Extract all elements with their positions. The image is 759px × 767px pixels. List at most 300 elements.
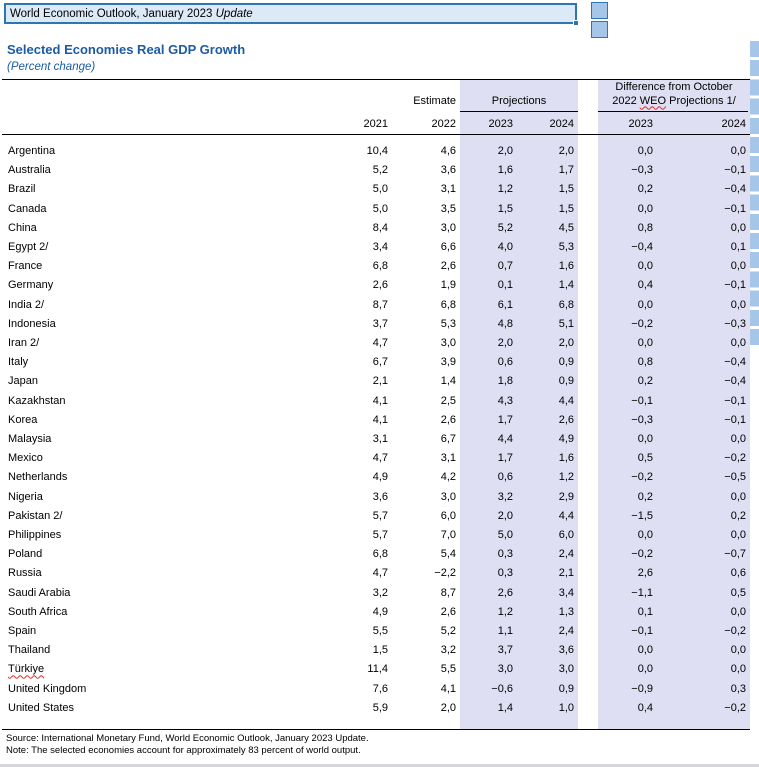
value-cell: 3,6 [372, 490, 388, 503]
value-cell: 0,0 [637, 529, 653, 542]
value-cell: 4,9 [372, 605, 388, 618]
country-cell: Brazil [8, 183, 36, 196]
year-header: 2024 [549, 118, 574, 130]
value-cell: 0,9 [558, 375, 574, 388]
difference-group-header [596, 81, 752, 108]
table-row [5, 257, 750, 276]
value-cell: 0,3 [497, 567, 513, 580]
spacer-row [5, 134, 750, 142]
gap-cell [578, 372, 598, 391]
value-cell: 0,9 [558, 682, 574, 695]
value-cell: 5,2 [372, 164, 388, 177]
value-cell: 3,1 [372, 433, 388, 446]
value-cell: 3,2 [497, 490, 513, 503]
table-row [5, 142, 750, 161]
value-cell: 0,0 [637, 663, 653, 676]
value-cell: 2,0 [497, 509, 513, 522]
value-cell: 2,6 [440, 413, 456, 426]
value-cell: 1,6 [497, 164, 513, 177]
value-cell: 6,7 [372, 356, 388, 369]
value-cell: 0,0 [730, 605, 746, 618]
value-cell: 0,6 [497, 356, 513, 369]
table-row [5, 180, 750, 199]
value-cell: 4,7 [372, 567, 388, 580]
value-cell: −0,1 [631, 394, 653, 407]
gap-cell [578, 641, 598, 660]
year-header: 2021 [363, 118, 388, 130]
value-cell: 0,5 [637, 452, 653, 465]
gap-cell [578, 411, 598, 430]
value-cell: 0,0 [730, 260, 746, 273]
value-cell: 1,7 [497, 452, 513, 465]
value-cell: −0,7 [724, 548, 746, 561]
country-cell: Mexico [8, 452, 43, 465]
table-bottom-border [2, 729, 750, 730]
value-cell: 0,0 [637, 337, 653, 350]
value-cell: −0,3 [631, 413, 653, 426]
value-cell: 1,4 [440, 375, 456, 388]
value-cell: 8,4 [372, 221, 388, 234]
projections-group-header: Projections [491, 95, 547, 107]
table-row [5, 296, 750, 315]
country-cell: China [8, 221, 37, 234]
value-cell: 6,8 [372, 260, 388, 273]
value-cell: −0,1 [631, 625, 653, 638]
value-cell: 1,6 [558, 452, 574, 465]
value-cell: 6,8 [440, 298, 456, 311]
value-cell: −0,4 [724, 375, 746, 388]
country-cell: Canada [8, 202, 47, 215]
gap-cell [578, 584, 598, 603]
value-cell: 0,0 [730, 529, 746, 542]
difference-header-line2 [596, 95, 752, 109]
value-cell: 3,4 [558, 586, 574, 599]
value-cell: 5,0 [372, 202, 388, 215]
value-cell: 1,4 [497, 701, 513, 714]
value-cell: 2,6 [440, 260, 456, 273]
value-cell: 4,6 [440, 145, 456, 157]
value-cell: 0,8 [637, 356, 653, 369]
gap-cell [578, 276, 598, 295]
value-cell: −0,2 [724, 701, 746, 714]
header-bottom-border [2, 134, 750, 135]
value-cell: 0,0 [730, 337, 746, 350]
note-line: Note: The selected economies account for approximately 83 percent of world output. [6, 745, 361, 756]
table-row [5, 526, 750, 545]
table-title: Selected Economies Real GDP Growth [7, 42, 246, 57]
value-cell: −0,1 [724, 164, 746, 177]
table-row [5, 161, 750, 180]
value-cell: 6,8 [558, 298, 574, 311]
value-cell: 5,9 [372, 701, 388, 714]
country-cell: Nigeria [8, 490, 43, 503]
country-cell: South Africa [8, 605, 68, 618]
value-cell: 5,3 [558, 241, 574, 254]
value-cell: 2,6 [372, 279, 388, 292]
difference-header-line1: Difference from October [615, 81, 733, 93]
table-subtitle: (Percent change) [7, 61, 96, 73]
gap-cell [578, 564, 598, 583]
table-row [5, 545, 750, 564]
value-cell: 2,9 [558, 490, 574, 503]
value-cell: 5,5 [440, 663, 456, 676]
value-cell: 0,4 [637, 701, 653, 714]
gap-cell [578, 315, 598, 334]
value-cell: 0,0 [730, 221, 746, 234]
table-top-border [2, 79, 750, 80]
country-cell [5, 660, 305, 679]
value-cell: 0,1 [730, 241, 746, 254]
value-cell: −0,1 [724, 202, 746, 215]
value-cell: 0,0 [637, 260, 653, 273]
value-cell: 1,3 [558, 605, 574, 618]
value-cell: 4,5 [558, 221, 574, 234]
value-cell: 4,3 [497, 394, 513, 407]
value-cell: 0,1 [497, 279, 513, 292]
value-cell: 3,1 [440, 183, 456, 196]
value-cell: 6,8 [372, 548, 388, 561]
gap-cell [578, 526, 598, 545]
value-cell: 5,0 [372, 183, 388, 196]
value-cell: 0,4 [637, 279, 653, 292]
value-cell: −0,2 [631, 317, 653, 330]
value-cell: 0,9 [558, 356, 574, 369]
country-cell: Saudi Arabia [8, 586, 71, 599]
value-cell: 5,2 [440, 625, 456, 638]
gap-cell [578, 200, 598, 219]
value-cell: 0,0 [637, 202, 653, 215]
country-cell: Italy [8, 356, 29, 369]
value-cell: −2,2 [434, 567, 456, 580]
value-cell: 1,7 [558, 164, 574, 177]
country-cell: Poland [8, 548, 43, 561]
country-cell: Korea [8, 413, 38, 426]
value-cell: 4,8 [497, 317, 513, 330]
year-header-row [5, 114, 750, 134]
value-cell: 5,7 [372, 529, 388, 542]
table-row [5, 315, 750, 334]
value-cell: 1,8 [497, 375, 513, 388]
value-cell: 11,4 [367, 663, 388, 676]
value-cell: −0,9 [631, 682, 653, 695]
gap-cell [578, 238, 598, 257]
value-cell: 4,1 [372, 394, 388, 407]
country-label: Türkiye [8, 663, 45, 676]
value-cell: 0,0 [637, 145, 653, 157]
value-cell: 7,0 [440, 529, 456, 542]
value-cell: −0,4 [724, 356, 746, 369]
value-cell: 4,4 [558, 394, 574, 407]
value-cell: 0,8 [637, 221, 653, 234]
value-cell: 6,0 [558, 529, 574, 542]
value-cell: 3,6 [440, 164, 456, 177]
country-cell: India 2/ [8, 298, 45, 311]
gap-cell [578, 507, 598, 526]
cell-highlight-artifact-2 [591, 21, 608, 38]
value-cell: 4,9 [372, 471, 388, 484]
value-cell: 2,4 [558, 625, 574, 638]
gap-cell [578, 545, 598, 564]
value-cell: −0,2 [724, 452, 746, 465]
value-cell: −0,2 [724, 625, 746, 638]
value-cell: 1,5 [372, 644, 388, 657]
value-cell: 0,2 [637, 375, 653, 388]
value-cell: 2,6 [558, 413, 574, 426]
gap-cell [578, 622, 598, 641]
value-cell: 10,4 [366, 145, 388, 157]
fill-handle[interactable] [573, 20, 579, 26]
country-cell: Kazakhstan [8, 394, 66, 407]
table-row [5, 603, 750, 622]
value-cell: 6,0 [440, 509, 456, 522]
value-cell: 2,1 [372, 375, 388, 388]
year-header: 2022 [431, 118, 456, 130]
value-cell: 5,4 [440, 548, 456, 561]
value-cell: 4,4 [497, 433, 513, 446]
value-cell: 1,9 [440, 279, 456, 292]
value-cell: 3,5 [440, 202, 456, 215]
value-cell: 5,3 [440, 317, 456, 330]
table-row [5, 680, 750, 699]
country-cell: Egypt 2/ [8, 241, 49, 254]
value-cell: 4,4 [558, 509, 574, 522]
value-cell: −0,1 [724, 279, 746, 292]
value-cell: −0,2 [631, 471, 653, 484]
country-cell: United States [8, 701, 75, 714]
table-row [5, 411, 750, 430]
value-cell: 4,7 [372, 452, 388, 465]
title-text: World Economic Outlook, January 2023 [10, 8, 216, 20]
country-cell: United Kingdom [8, 682, 87, 695]
value-cell: −0,3 [724, 317, 746, 330]
weo-abbreviation: WEO [639, 94, 667, 107]
value-cell: 0,2 [637, 490, 653, 503]
value-cell: 0,3 [497, 548, 513, 561]
value-cell: 3,0 [440, 221, 456, 234]
gap-cell [578, 660, 598, 679]
gdp-table [5, 114, 750, 718]
value-cell: 0,6 [497, 471, 513, 484]
source-line: Source: International Monetary Fund, World Economic Outlook, January 2023 Update. [6, 733, 369, 744]
value-cell: 1,5 [558, 202, 574, 215]
country-cell: Iran 2/ [8, 337, 40, 350]
value-cell: 2,4 [558, 548, 574, 561]
gap-cell [578, 180, 598, 199]
value-cell: 2,5 [440, 394, 456, 407]
table-row [5, 200, 750, 219]
table-row [5, 660, 750, 679]
value-cell: 0,0 [730, 145, 746, 157]
value-cell: 3,4 [372, 241, 388, 254]
value-cell: 5,5 [372, 625, 388, 638]
value-cell: 2,0 [558, 145, 574, 157]
value-cell: 0,5 [730, 586, 746, 599]
value-cell: −0,2 [631, 548, 653, 561]
value-cell: 4,7 [372, 337, 388, 350]
value-cell: 3,1 [440, 452, 456, 465]
country-cell: Netherlands [8, 471, 68, 484]
country-cell: Malaysia [8, 433, 52, 446]
country-cell: Philippines [8, 529, 62, 542]
difference-header-line2-pre: 2022 [612, 94, 640, 107]
table-row [5, 564, 750, 583]
value-cell: 2,0 [497, 337, 513, 350]
table-row [5, 641, 750, 660]
gap-cell [578, 219, 598, 238]
value-cell: −0,6 [491, 682, 513, 695]
value-cell: 4,2 [440, 471, 456, 484]
year-header: 2024 [721, 118, 746, 130]
value-cell: −1,5 [631, 509, 653, 522]
value-cell: 0,0 [730, 644, 746, 657]
table-row [5, 353, 750, 372]
cell-highlight-artifact-1 [591, 2, 608, 19]
gap-cell [578, 161, 598, 180]
value-cell: 8,7 [440, 586, 456, 599]
value-cell: 4,1 [440, 682, 456, 695]
table-row [5, 584, 750, 603]
country-cell: Pakistan 2/ [8, 509, 63, 522]
value-cell: 3,0 [558, 663, 574, 676]
gap-cell [578, 468, 598, 487]
value-cell: −0,4 [631, 241, 653, 254]
value-cell: 2,1 [558, 567, 574, 580]
value-cell: 7,6 [372, 682, 388, 695]
country-cell: Germany [8, 279, 54, 292]
value-cell: 0,0 [730, 663, 746, 676]
country-cell: France [8, 260, 43, 273]
value-cell: 8,7 [372, 298, 388, 311]
gap-cell [578, 680, 598, 699]
value-cell: 0,2 [730, 509, 746, 522]
value-cell: 6,7 [440, 433, 456, 446]
difference-header-line2-post: Projections 1/ [666, 94, 736, 107]
selected-cell-title[interactable] [4, 3, 577, 24]
difference-underline [598, 111, 748, 112]
gap-cell [578, 353, 598, 372]
value-cell: 1,1 [497, 625, 513, 638]
value-cell: 1,5 [497, 202, 513, 215]
value-cell: 0,2 [637, 183, 653, 196]
table-row [5, 238, 750, 257]
table-row [5, 449, 750, 468]
gap-cell [578, 114, 598, 134]
value-cell: 5,7 [372, 509, 388, 522]
value-cell: 2,0 [497, 145, 513, 157]
gap-cell [578, 296, 598, 315]
gap-cell [578, 430, 598, 449]
year-header: 2023 [628, 118, 653, 130]
value-cell: −0,4 [724, 183, 746, 196]
table-row [5, 392, 750, 411]
table-row [5, 276, 750, 295]
value-cell: 1,6 [558, 260, 574, 273]
value-cell: 1,7 [497, 413, 513, 426]
table-row [5, 488, 750, 507]
value-cell: 3,0 [440, 490, 456, 503]
value-cell: 3,9 [440, 356, 456, 369]
table-row [5, 507, 750, 526]
value-cell: −0,1 [724, 394, 746, 407]
value-cell: 0,0 [637, 433, 653, 446]
value-cell: 2,0 [440, 701, 456, 714]
value-cell: 3,7 [497, 644, 513, 657]
value-cell: 2,0 [558, 337, 574, 350]
value-cell: 3,2 [440, 644, 456, 657]
title-text-italic: Update [215, 8, 253, 20]
value-cell: 1,2 [497, 605, 513, 618]
table-row [5, 334, 750, 353]
value-cell: 0,1 [637, 605, 653, 618]
value-cell: −0,3 [631, 164, 653, 177]
gap-cell [578, 449, 598, 468]
value-cell: 0,0 [730, 490, 746, 503]
gap-cell [578, 392, 598, 411]
value-cell: 0,7 [497, 260, 513, 273]
value-cell: 0,0 [637, 644, 653, 657]
value-cell: 3,2 [372, 586, 388, 599]
value-cell: 4,1 [372, 413, 388, 426]
value-cell: 0,6 [730, 567, 746, 580]
table-row [5, 430, 750, 449]
value-cell: 2,6 [497, 586, 513, 599]
country-cell: Indonesia [8, 317, 56, 330]
value-cell: −0,5 [724, 471, 746, 484]
value-cell: 1,2 [497, 183, 513, 196]
year-header: 2023 [488, 118, 513, 130]
value-cell: 0,0 [637, 298, 653, 311]
value-cell: 5,0 [497, 529, 513, 542]
table-row [5, 622, 750, 641]
value-cell: 4,9 [558, 433, 574, 446]
value-cell: 3,0 [497, 663, 513, 676]
value-cell: 1,0 [558, 701, 574, 714]
value-cell: 4,0 [497, 241, 513, 254]
table-row [5, 699, 750, 718]
value-cell: 2,6 [637, 567, 653, 580]
value-cell: 6,1 [497, 298, 513, 311]
value-cell: 3,0 [440, 337, 456, 350]
country-cell: Spain [8, 625, 37, 638]
country-header-cell [5, 114, 305, 134]
estimate-group-header: Estimate [413, 95, 456, 107]
gap-cell [578, 334, 598, 353]
value-cell: 5,2 [497, 221, 513, 234]
gap-cell [578, 142, 598, 161]
value-cell: 2,6 [440, 605, 456, 618]
value-cell: 3,6 [558, 644, 574, 657]
country-cell: Argentina [8, 145, 56, 157]
table-body [5, 134, 750, 718]
gap-cell [578, 488, 598, 507]
value-cell: 0,0 [730, 433, 746, 446]
country-cell: Russia [8, 567, 42, 580]
value-cell: 5,1 [558, 317, 574, 330]
country-cell: Australia [8, 164, 51, 177]
value-cell: 6,6 [440, 241, 456, 254]
value-cell: 1,5 [558, 183, 574, 196]
country-cell: Thailand [8, 644, 51, 657]
projections-underline [460, 111, 578, 112]
gap-cell [578, 699, 598, 718]
value-cell: −1,1 [631, 586, 653, 599]
value-cell: −0,1 [724, 413, 746, 426]
gap-cell [578, 603, 598, 622]
country-cell: Japan [8, 375, 38, 388]
value-cell: 3,7 [372, 317, 388, 330]
value-cell: 0,0 [730, 298, 746, 311]
table-row [5, 372, 750, 391]
